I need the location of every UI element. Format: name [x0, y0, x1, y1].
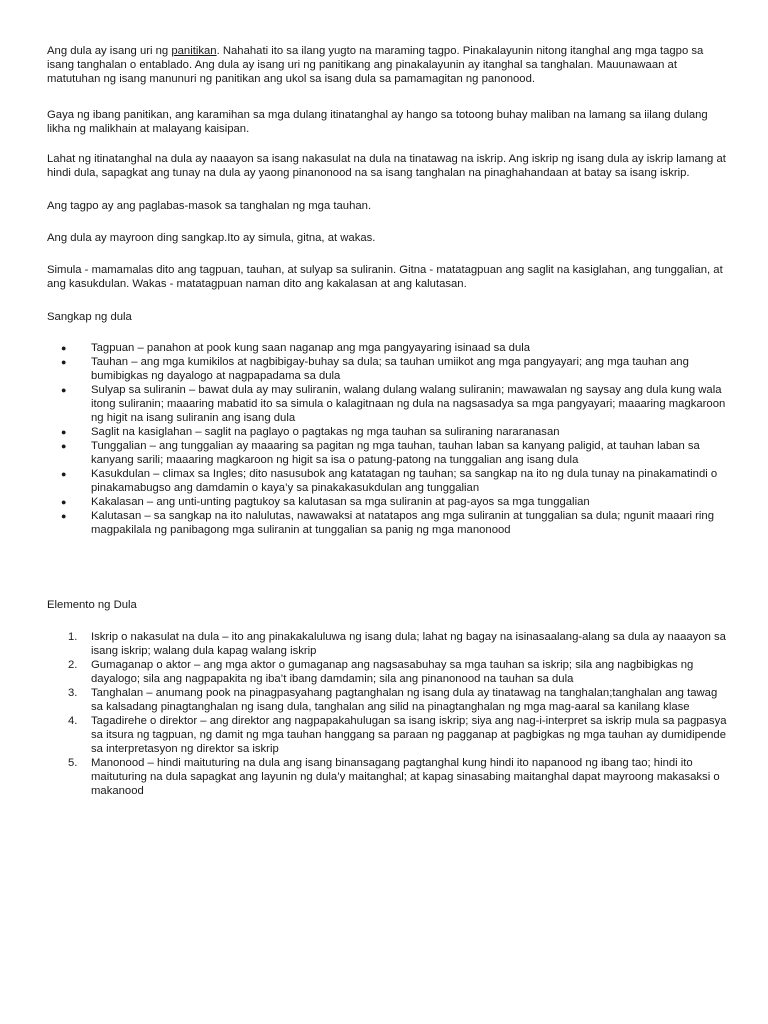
panitikan-link[interactable]: panitikan: [171, 45, 217, 57]
intro-text-after: . Nahahati ito sa ilang yugto na maraming tagpo. Pinakalayunin nitong itanghal ang mga tagpo sa isang tanghalan o entablado. Ang dula ay isang uri ng panitikang ang pinakalayunin ay itanghal sa tanghalan. Mauunawaan at matutuhan ng isang manunuri ng panitikan ang ukol sa isang dula sa pamamagitan ng panonood.: [47, 45, 704, 85]
list-item: [47, 756, 727, 798]
elemento-heading: Elemento ng Dula: [47, 599, 137, 611]
list-item-text: Tauhan – ang mga kumikilos at nagbibigay-buhay sa dula; sa tauhan umiikot ang mga pangyayari; ang mga tauhan ang bumibigkas ng dayalogo at nagpapadama sa dula: [91, 356, 689, 382]
list-item: [47, 686, 727, 714]
list-item-text: Kakalasan – ang unti-unting pagtukoy sa kalutasan sa mga suliranin at pag-ayos sa mga tunggalian: [91, 496, 590, 508]
list-number: 5.: [68, 757, 78, 769]
sangkap-heading: Sangkap ng dula: [47, 311, 132, 323]
bullet-icon: ●: [61, 357, 67, 367]
bullet-icon: ●: [61, 385, 67, 395]
bullet-icon: ●: [61, 427, 67, 437]
list-item: [47, 425, 727, 439]
list-item-text: Iskrip o nakasulat na dula – ito ang pinakakaluluwa ng isang dula; lahat ng bagay na isinasaalang-alang sa dula ay naaayon sa isang iskrip; walang dula kapag walang iskrip: [91, 631, 726, 657]
list-item-text: Kasukdulan – climax sa Ingles; dito nasusubok ang katatagan ng tauhan; sa sangkap na ito ng dula tunay na pinakamatindi o pinakamabugso ang damdamin o kaya’y sa pinakakasukdulan ang tunggalian: [91, 468, 718, 494]
list-item: [47, 509, 727, 537]
list-number: 4.: [68, 715, 78, 727]
intro-text-before: Ang dula ay isang uri ng: [47, 45, 172, 57]
list-item: [47, 383, 727, 425]
list-number: 3.: [68, 687, 78, 699]
list-item: [47, 630, 727, 658]
list-item-text: Sulyap sa suliranin – bawat dula ay may suliranin, walang dulang walang suliranin; mawawalan ng saysay ang dula kung wala itong suliranin; maaaring mabatid ito sa simula o kalagitnaan ng dula na nagsasadya sa mga pangyayari; maaaring magkaroon ng higit na isang suliranin ang isang dula: [91, 384, 726, 424]
bullet-icon: ●: [61, 469, 67, 479]
list-item: [47, 714, 727, 756]
list-item: [47, 341, 727, 355]
intro-paragraph-6: Simula - mamamalas dito ang tagpuan, tauhan, at sulyap sa suliranin. Gitna - matatagpuan ang saglit na kasiglahan, ang tunggalian, at ang kasukdulan. Wakas - matatagpuan naman dito ang kakalasan at ang kalutasan.: [47, 264, 723, 290]
list-item: [47, 658, 727, 686]
intro-paragraph-3: Lahat ng itinatanghal na dula ay naaayon sa isang nakasulat na dula na tinatawag na iskrip. Ang iskrip ng isang dula ay iskrip lamang at hindi dula, sapagkat ang tunay na dula ay yaong pinanonood na sa isang tanghalan na pinaghahandaan at batay sa isang iskrip.: [47, 153, 726, 179]
intro-paragraph-5: Ang dula ay mayroon ding sangkap.Ito ay simula, gitna, at wakas.: [47, 232, 376, 244]
intro-paragraph-4: Ang tagpo ay ang paglabas-masok sa tanghalan ng mga tauhan.: [47, 200, 372, 212]
list-item-text: Kalutasan – sa sangkap na ito nalulutas, nawawaksi at natatapos ang mga suliranin at tunggalian sa dula; ngunit maaari ring magpakilala ng panibagong mga suliranin at tunggalian sa panig ng mga manonood: [91, 510, 714, 536]
list-item-text: Tagadirehe o direktor – ang direktor ang nagpapakahulugan sa isang iskrip; siya ang nag-i-interpret sa iskrip mula sa pagpasya sa itsura ng tagpuan, ng damit ng mga tauhan hanggang sa paraan ng pagganap at pagbigkas ng mga tauhan ay dumidipende sa interpretasyon ng direktor sa iskrip: [91, 715, 727, 755]
bullet-icon: ●: [61, 497, 67, 507]
bullet-icon: ●: [61, 343, 67, 353]
list-item-text: Manonood – hindi maituturing na dula ang isang binansagang pagtanghal kung hindi ito napanood ng ibang tao; hindi ito maituturing na dula sapagkat ang layunin ng dula’y maitanghal; at kapag sinasabing maitanghal dapat mayroong makasaksi o makanood: [91, 757, 720, 797]
intro-paragraph-2: Gaya ng ibang panitikan, ang karamihan sa mga dulang itinatanghal ay hango sa totoong buhay maliban na lamang sa iilang dulang likha ng malikhain at malayang kaisipan.: [47, 109, 708, 135]
list-number: 1.: [68, 631, 78, 643]
list-item: [47, 355, 727, 383]
elemento-list: [47, 630, 727, 798]
list-item: [47, 495, 727, 509]
list-item-text: Tagpuan – panahon at pook kung saan naganap ang mga pangyayaring isinaad sa dula: [91, 342, 531, 354]
list-item-text: Saglit na kasiglahan – saglit na paglayo o pagtakas ng mga tauhan sa suliraning nararanasan: [91, 426, 560, 438]
sangkap-list: [47, 341, 727, 537]
list-item-text: Gumaganap o aktor – ang mga aktor o gumaganap ang nagsasabuhay sa mga tauhan sa iskrip; sila ang nagbibigkas ng dayalogo; sila ang nagpapakita ng iba’t ibang damdamin; sila ang pinanonood na tauhan sa dula: [91, 659, 694, 685]
bullet-icon: ●: [61, 511, 67, 521]
list-number: 2.: [68, 659, 78, 671]
bullet-icon: ●: [61, 441, 67, 451]
list-item-text: Tunggalian – ang tunggalian ay maaaring sa pagitan ng mga tauhan, tauhan laban sa kanyang paligid, at tauhan laban sa kanyang sarili; maaaring magkaroon ng higit sa isa o patung-patong na tunggalian ang isang dula: [91, 440, 700, 466]
intro-paragraph-1: [47, 44, 727, 86]
list-item: [47, 467, 727, 495]
list-item-text: Tanghalan – anumang pook na pinagpasyahang pagtanghalan ng isang dula ay tinatawag na tanghalan;tanghalan ang tawag sa kalsadang pinagtanghalan ng isang dula, tanghalan ang silid na pinagtanghalan ng mga mag-aaral sa kanilang klase: [91, 687, 718, 713]
list-item: [47, 439, 727, 467]
